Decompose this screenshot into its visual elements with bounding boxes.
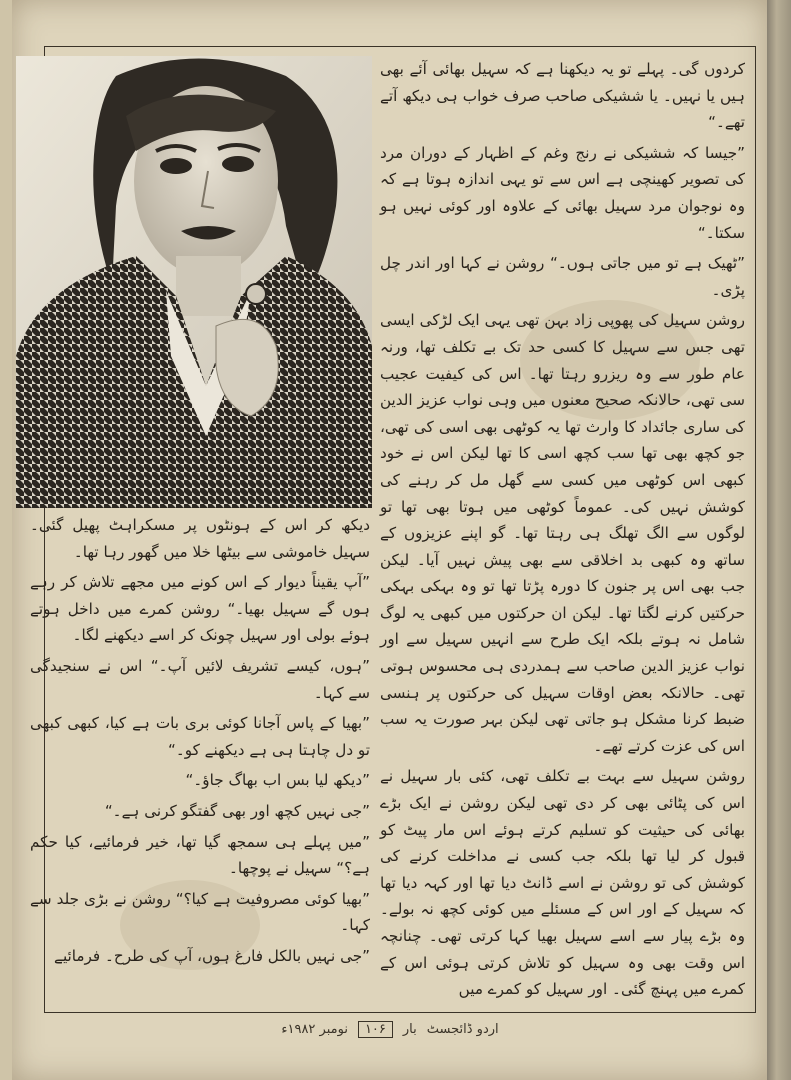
portrait-image (16, 56, 372, 508)
issue-date: نومبر ۱۹۸۲ء (281, 1021, 348, 1037)
article-column-right (380, 56, 745, 1006)
footer-suffix: بار (402, 1021, 417, 1037)
paragraph: ”جی نہیں کچھ اور بھی گفتگو کرنی ہے۔“ (104, 801, 370, 820)
paragraph: ”بھیا کوئی مصروفیت ہے کیا؟“ روشن نے بڑی جلد سے کہا۔ (30, 889, 370, 935)
paragraph: ”ہوں، کیسے تشریف لائیں آپ۔“ اس نے سنجیدگی سے کہا۔ (30, 656, 370, 702)
paragraph: کردوں گی۔ پہلے تو یہ دیکھنا ہے کہ سہیل بھائی آئے بھی ہیں یا نہیں۔ یا ششیکی صاحب صرف خواب ہی دیکھ آتے تھے۔“ (380, 60, 745, 132)
page-number: ۱۰۶ (358, 1021, 393, 1038)
footer-title: اردو ڈائجسٹ (426, 1021, 499, 1037)
paragraph: ”بھیا کے پاس آجانا کوئی بری بات ہے کیا، کبھی کبھی تو دل چاہتا ہی ہے دیکھنے کو۔“ (30, 714, 370, 759)
paragraph: ”میں پہلے ہی سمجھ گیا تھا، خیر فرمائیے، کیا حکم ہے؟“ سہیل نے پوچھا۔ (30, 832, 370, 878)
paragraph: روشن سہیل کی پھوپی زاد بہن تھی یہی ایک لڑکی ایسی تھی جس سے سہیل کا کسی حد تک بے تکلف تھا، ورنہ عام طور سے وہ ریزرو رہتا تھا۔ اس کی کیفیت عجیب سی تھی، حالانکہ صحیح معنوں میں وہی نواب عزیز الدین کی ساری جائداد کا وارث تھا یہ کوٹھی بھی اسی کی تھی، جو کچھ بھی تھا سب کچھ اسی کا تھا لیکن اس نے خود کبھی اس کوٹھی میں کسی سے گھل مل کر رہنے کی کوشش نہیں کی۔ عموماً کوٹھی میں ہوتا بھی تھا تو لوگوں سے الگ تھلگ ہی رہتا تھا۔ گو اپنے عزیزوں کے ساتھ وہ کبھی بد اخلاقی سے بھی پیش نہیں آیا۔ لیکن جب بھی اس پر جنون کا دورہ پڑتا تھا تو وہ بہکی بہکی حرکتیں کرنے لگتا تھا۔ لیکن ان حرکتوں میں کبھی یہ لوگ شامل نہ ہوتے بلکہ ایک طرح سے انہیں سہیل سے اور نواب عزیز الدین صاحب سے ہمدردی ہی محسوس ہوتی تھی۔ حالانکہ بعض اوقات سہیل کی حرکتوں پر ہنسی ضبط کرنا مشکل ہو جاتی تھی لیکن بہر صورت یہ سب اس کی عزت کرتے تھے۔ (380, 311, 745, 755)
paragraph: ”جی نہیں بالکل فارغ ہوں، آپ کی طرح۔ فرمائیے (54, 946, 370, 965)
article-column-left (30, 512, 370, 1000)
portrait-photo (16, 56, 372, 508)
paragraph: ”ٹھیک ہے تو میں جاتی ہوں۔“ روشن نے کہا اور اندر چل پڑی۔ (380, 254, 745, 299)
paragraph: دیکھ کر اس کے ہونٹوں پر مسکراہٹ پھیل گئی۔ سہیل خاموشی سے بیٹھا خلا میں گھور رہا تھا۔ (30, 516, 370, 561)
page-footer (260, 1014, 520, 1044)
paragraph: ”آپ یقیناً دیوار کے اس کونے میں مجھے تلاش کر رہے ہوں گے سہیل بھیا۔“ روشن کمرے میں داخل ہوتے ہوئے بولی اور سہیل چونک کر اسے دیکھنے لگا۔ (30, 573, 370, 645)
paragraph: ”جیسا کہ ششیکی نے رنج وغم کے اظہار کے دوران مرد کی تصویر کھینچی ہے اس سے تو یہی اندازہ ہوتا ہے کہ وہ نوجوان مرد سہیل بھائی کے علاوہ اور کوئی نہیں ہو سکتا۔“ (380, 143, 745, 242)
paragraph: روشن سہیل سے بہت بے تکلف تھی، کئی بار سہیل نے اس کی پٹائی بھی کر دی تھی لیکن روشن نے ایک بڑے بھائی کی حیثیت کو تسلیم کرتے ہوئے اس مار پیٹ کو قبول کر لیا تھا بلکہ جب کسی نے مداخلت کرنے کی کوشش کی تو روشن نے اسے ڈانٹ دیا تھا اور کہہ دیا تھا کہ سہیل کے اور اس کے مسئلے میں کوئی کچھ نہ بولے۔ وہ بڑے پیار سے اسے سہیل بھیا کہا کرتی تھی۔ چنانچہ اس وقت بھی وہ سہیل کو تلاش کرتی ہوئی اس کے کمرے میں پہنچ گئی۔ اور سہیل کو کمرے میں (380, 767, 745, 999)
paragraph: ”دیکھ لیا بس اب بھاگ جاؤ۔“ (185, 771, 370, 790)
page-edge (767, 0, 791, 1080)
